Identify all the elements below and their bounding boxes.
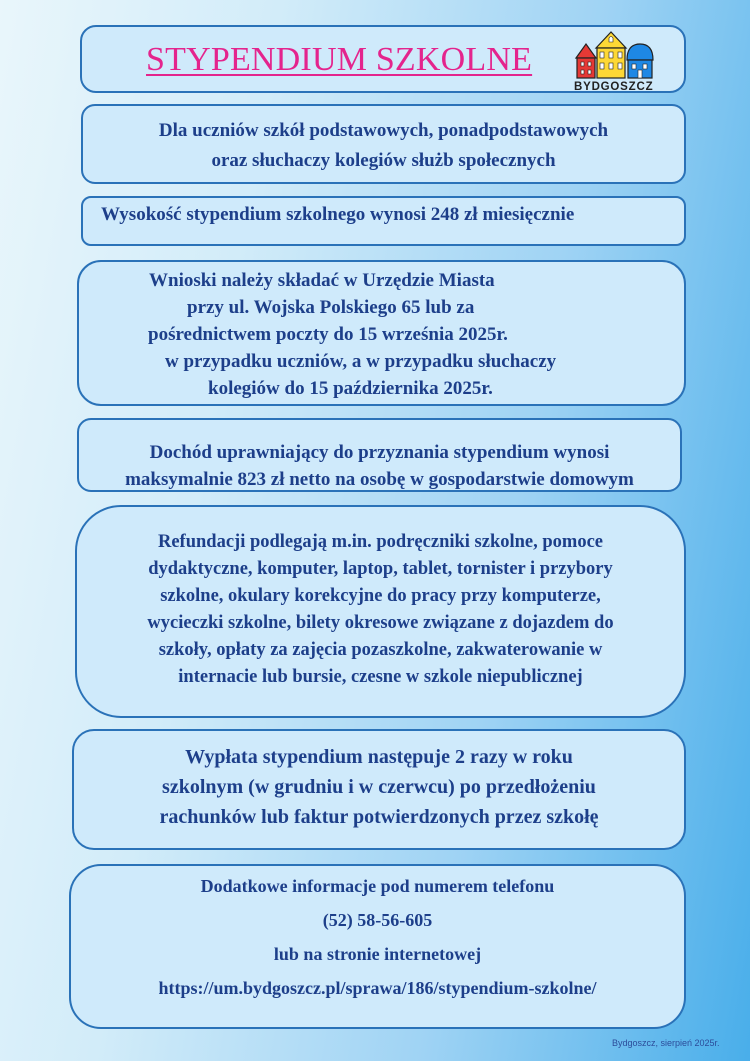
logo-blue-roof [627, 44, 653, 60]
income-line: Dochód uprawniający do przyznania stypendium wynosi [149, 442, 610, 463]
amount-text: Wysokość stypendium szkolnego wynosi 248 zł miesięcznie [101, 204, 575, 225]
page-title: STYPENDIUM SZKOLNE [146, 41, 533, 78]
contact-url[interactable]: https://um.bydgoszcz.pl/sprawa/186/stypendium-szkolne/ [158, 978, 597, 998]
logo-red-house [577, 58, 595, 78]
refund-line: Refundacji podlegają m.in. podręczniki szkolne, pomoce [157, 532, 604, 552]
income-line: maksymalnie 823 zł netto na osobę w gospodarstwie domowym [125, 469, 634, 490]
bydgoszcz-logo [572, 30, 666, 92]
refund-line: szkoły, opłaty za zajęcia pozaszkolne, zakwaterowanie w [158, 640, 603, 660]
income-box [77, 418, 682, 492]
application-line: w przypadku uczniów, a w przypadku słuchaczy [165, 351, 557, 372]
refund-line: szkolne, okulary korekcyjne do pracy przy komputerze, [160, 586, 601, 606]
logo-red-roof [576, 44, 596, 58]
payment-line: Wypłata stypendium następuje 2 razy w roku [185, 746, 573, 768]
footer-date: Bydgoszcz, sierpień 2025r. [612, 1038, 720, 1048]
refund-line: dydaktyczne, komputer, laptop, tablet, tornister i przybory [148, 559, 613, 579]
application-box [77, 260, 686, 406]
refund-line: internacie lub bursie, czesne w szkole niepublicznej [178, 667, 583, 687]
eligibility-line: Dla uczniów szkół podstawowych, ponadpodstawowych [158, 120, 609, 141]
amount-box [81, 196, 686, 246]
eligibility-box [81, 104, 686, 184]
contact-intro: Dodatkowe informacje pod numerem telefonu [200, 876, 555, 896]
eligibility-line: oraz słuchaczy kolegiów służb społecznych [211, 150, 556, 171]
payment-box [72, 729, 686, 850]
payment-line: rachunków lub faktur potwierdzonych przez szkołę [159, 806, 599, 828]
application-line: przy ul. Wojska Polskiego 65 lub za [187, 297, 475, 318]
payment-line: szkolnym (w grudniu i w czerwcu) po przedłożeniu [162, 776, 596, 798]
refund-box [75, 505, 686, 718]
contact-box [69, 864, 686, 1029]
application-line: pośrednictwem poczty do 15 września 2025r. [148, 324, 508, 345]
application-line: Wnioski należy składać w Urzędzie Miasta [149, 270, 495, 291]
contact-or-web: lub na stronie internetowej [273, 944, 482, 964]
logo-text: BYDGOSZCZ [574, 81, 654, 92]
application-line: kolegiów do 15 października 2025r. [208, 378, 493, 399]
title-banner [80, 25, 686, 93]
refund-line: wycieczki szkolne, bilety okresowe związane z dojazdem do [147, 613, 614, 633]
contact-phone: (52) 58-56-605 [322, 910, 433, 930]
